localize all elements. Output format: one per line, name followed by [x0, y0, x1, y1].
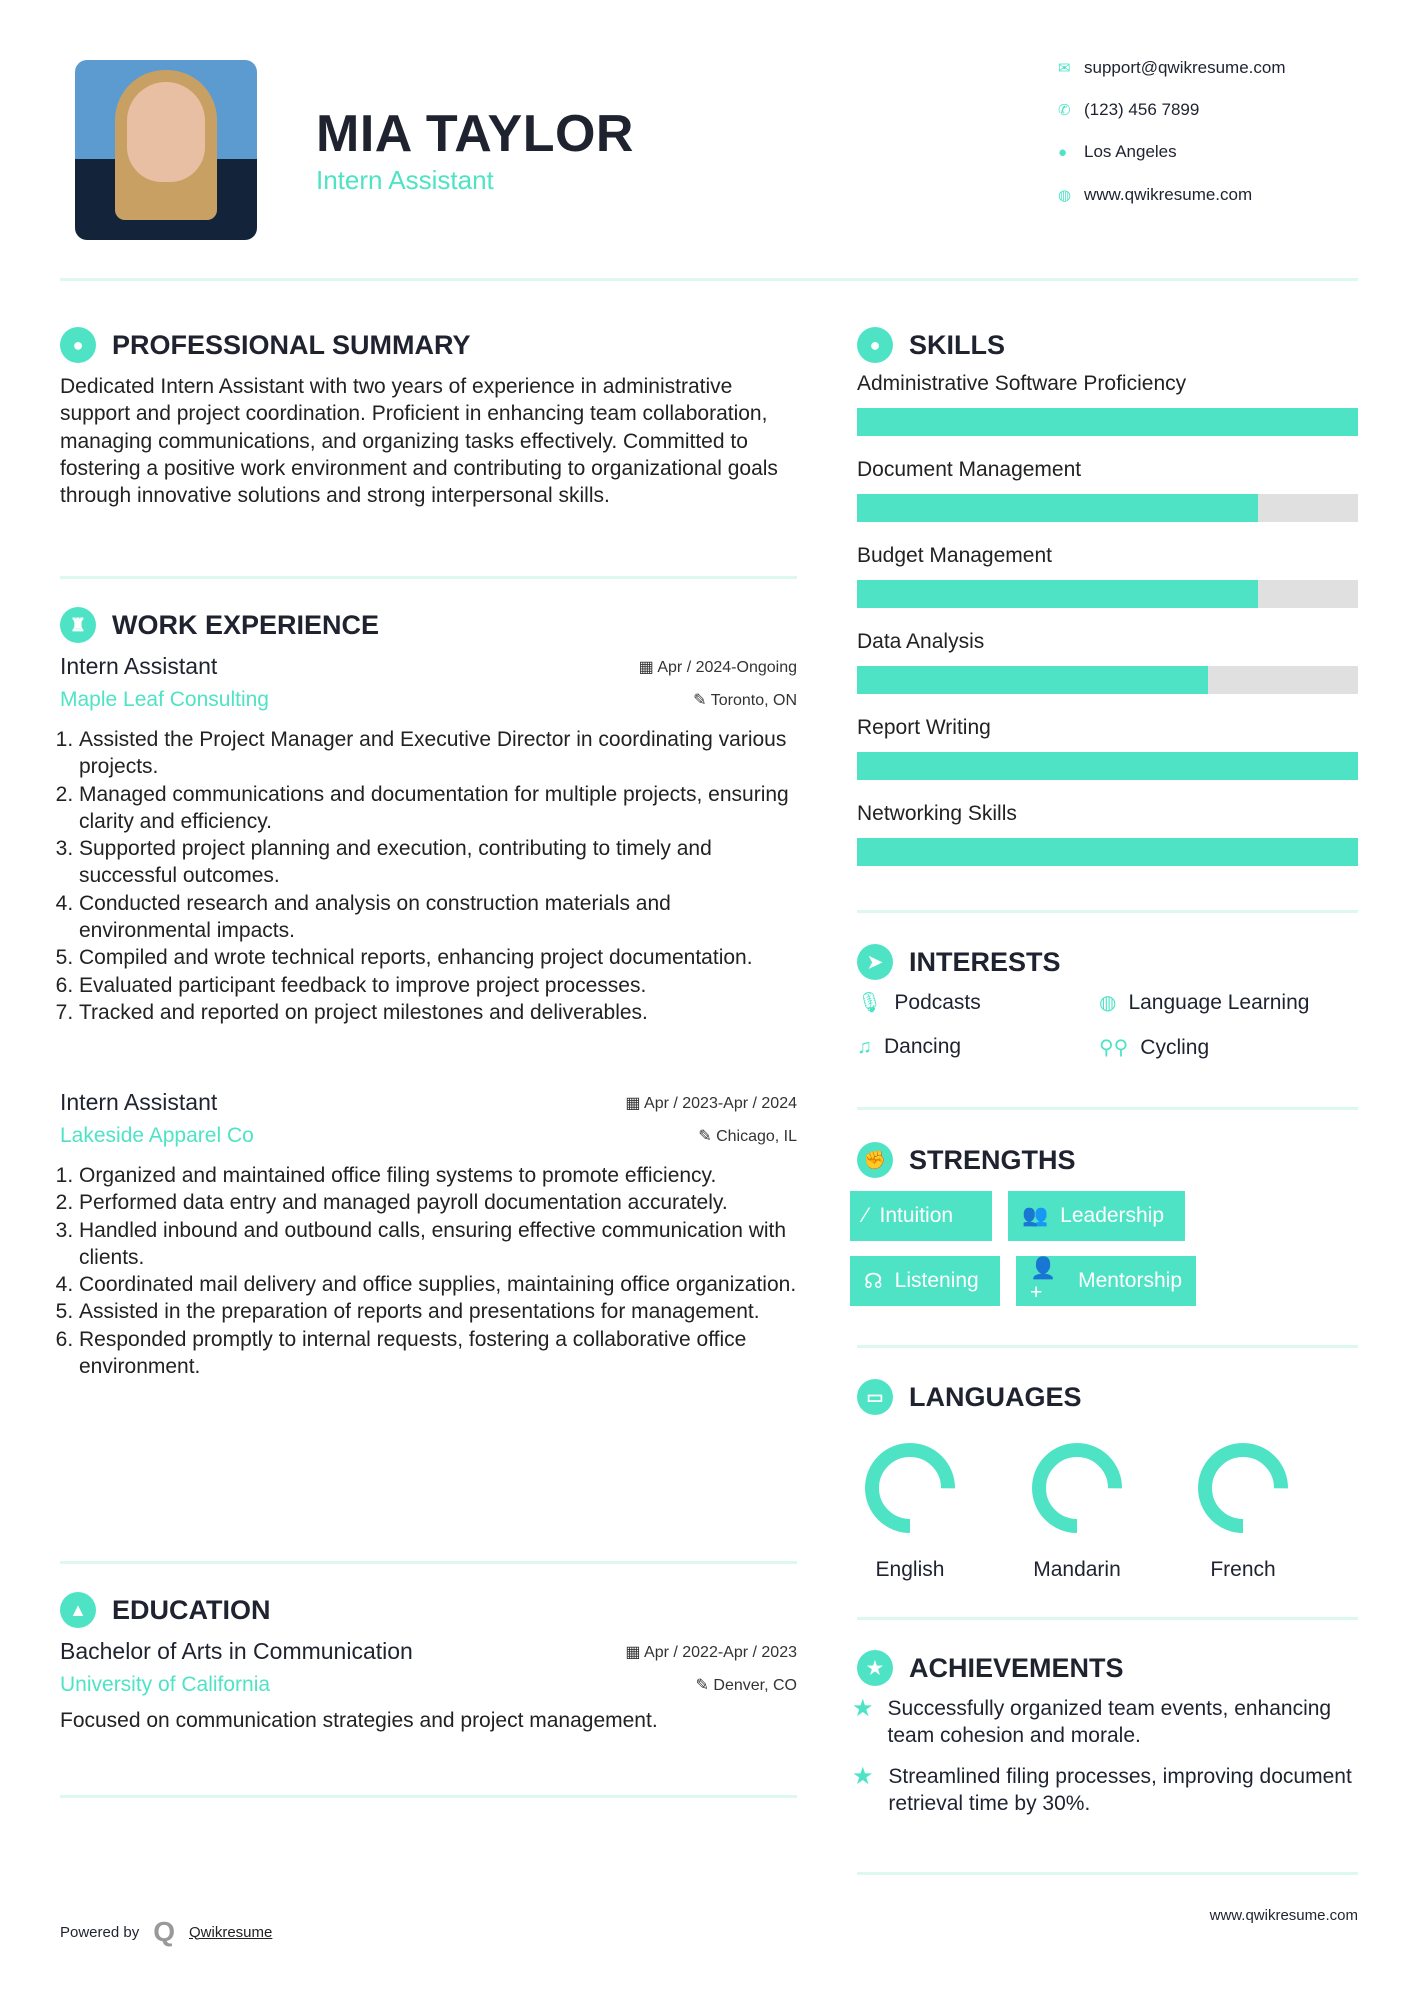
duty-item: 4. Coordinated mail delivery and office supplies, maintaining office organization. [79, 1271, 797, 1298]
chip-label: Listening [894, 1269, 979, 1292]
interests-heading [857, 944, 1061, 980]
duty-item: 1. Organized and maintained office filing systems to promote efficiency. [79, 1162, 797, 1189]
duty-item: 1. Assisted the Project Manager and Executive Director in coordinating various projects. [79, 726, 797, 781]
divider [857, 1617, 1358, 1620]
duty-item: 3. Supported project planning and execution, contributing to timely and successful outcomes. [79, 835, 797, 890]
contact-text: support@qwikresume.com [1084, 58, 1286, 77]
date-text: Apr / 2022-Apr / 2023 [644, 1643, 797, 1661]
pin-icon: ✎ [695, 1677, 714, 1694]
job-entry [60, 1089, 797, 1380]
phone-icon: ✆ [1058, 102, 1071, 119]
contact-location [1058, 142, 1177, 162]
pin-icon: ✎ [698, 1128, 717, 1145]
duty-item: 4. Conducted research and analysis on construction materials and environmental impacts. [79, 890, 797, 945]
education-entry [60, 1638, 797, 1734]
skill-bar [857, 838, 1358, 866]
interest-label: Podcasts [894, 990, 981, 1014]
powered-by-text: Powered by [60, 1923, 140, 1941]
interest-item [1099, 990, 1309, 1015]
envelope-icon: ✉ [1058, 60, 1071, 77]
skill-name: Budget Management [857, 544, 1052, 567]
profile-photo [75, 60, 257, 240]
footer-branding [60, 1916, 272, 1948]
skill-item [857, 802, 1358, 888]
skill-bar [857, 408, 1358, 436]
summary-text: Dedicated Intern Assistant with two years of experience in administrative support and project coordination. Proficient in enhancing team collaboration, managing communications, and organizing tasks effectively. Committed to fostering a positive work environment and contributing to organizational goals through innovative solutions and strong interpersonal skills. [60, 375, 778, 508]
music-icon: ♫ [857, 1035, 872, 1058]
achievement-item [852, 1695, 1358, 1749]
duty-item: 5. Compiled and wrote technical reports, enhancing project documentation. [79, 944, 797, 971]
skill-name: Report Writing [857, 716, 991, 739]
location-text: Toronto, ON [710, 692, 797, 709]
achievement-text: Streamlined filing processes, improving document retrieval time by 30%. [888, 1765, 1352, 1815]
chip-label: Mentorship [1078, 1269, 1182, 1292]
job-title: Intern Assistant [60, 1089, 218, 1115]
skill-bar [857, 752, 1358, 780]
work-heading [60, 607, 379, 643]
company-name: Lakeside Apparel Co [60, 1124, 254, 1147]
contact-text: www.qwikresume.com [1084, 185, 1253, 204]
strength-chip [850, 1191, 992, 1241]
duty-item: 2. Performed data entry and managed payroll documentation accurately. [79, 1189, 797, 1216]
fist-icon: ✊ [857, 1142, 893, 1178]
map-pin-icon: ● [1058, 143, 1068, 161]
duty-item: 2. Managed communications and documentation for multiple projects, ensuring clarity and efficiency. [79, 781, 797, 836]
job-duties [60, 1162, 797, 1380]
achievement-text: Successfully organized team events, enhancing team cohesion and morale. [887, 1697, 1332, 1747]
divider [60, 278, 1358, 281]
degree: Bachelor of Arts in Communication [60, 1638, 413, 1664]
candidate-name: MIA TAYLOR [316, 105, 634, 163]
skill-bar [857, 580, 1358, 608]
edu-date [625, 1642, 797, 1662]
interest-label: Language Learning [1128, 990, 1310, 1014]
translate-icon: ▭ [857, 1379, 893, 1415]
chip-label: Leadership [1060, 1204, 1165, 1227]
location-text: Chicago, IL [716, 1128, 797, 1145]
skills-list [857, 372, 1358, 888]
skill-bar-fill [857, 494, 1258, 522]
shooting-star-icon: ★ [852, 1695, 874, 1722]
skill-name: Networking Skills [857, 802, 1017, 825]
language-item [1178, 1440, 1308, 1582]
brand-link[interactable]: Qwikresume [189, 1923, 273, 1941]
duty-item: 7. Tracked and reported on project milestones and deliverables. [79, 999, 797, 1026]
skills-heading [857, 327, 1005, 363]
language-item [845, 1440, 975, 1582]
chair-icon: ♜ [60, 607, 96, 643]
shooting-star-icon: ★ [852, 1763, 874, 1790]
strength-chip [1016, 1256, 1196, 1306]
divider [857, 1345, 1358, 1348]
divider [857, 1107, 1358, 1110]
skill-name: Document Management [857, 458, 1082, 481]
heading-text: WORK EXPERIENCE [112, 609, 380, 640]
duty-item: 6. Responded promptly to internal requests, fostering a collaborative office environment. [79, 1326, 797, 1381]
divider [60, 576, 797, 579]
pin-icon: ✎ [693, 692, 711, 709]
job-date [625, 1093, 797, 1113]
calendar-icon: ▦ [638, 658, 658, 676]
chip-label: Intuition [879, 1204, 954, 1227]
skill-bar-fill [857, 838, 1358, 866]
date-text: Apr / 2023-Apr / 2024 [644, 1094, 797, 1112]
skill-bar-fill [857, 580, 1258, 608]
interest-label: Dancing [884, 1035, 962, 1058]
user-icon: ● [60, 327, 96, 363]
interest-label: Cycling [1140, 1035, 1210, 1059]
language-name: English [875, 1558, 945, 1581]
heading-text: LANGUAGES [909, 1381, 1082, 1412]
school-name: University of California [60, 1673, 271, 1696]
date-text: Apr / 2024-Ongoing [657, 658, 797, 676]
divider [60, 1795, 797, 1798]
job-date [639, 657, 797, 677]
heading-text: PROFESSIONAL SUMMARY [112, 329, 471, 360]
company-name: Maple Leaf Consulting [60, 688, 269, 711]
achievement-item [852, 1763, 1358, 1817]
skill-bar [857, 494, 1358, 522]
achievements-heading [857, 1650, 1124, 1686]
job-duties [60, 726, 797, 1026]
strength-chip [1008, 1191, 1185, 1241]
location-text: Denver, CO [713, 1677, 797, 1694]
contact-text: (123) 456 7899 [1084, 100, 1200, 119]
skill-item [857, 716, 1358, 802]
skill-item [857, 630, 1358, 716]
language-item [1012, 1440, 1142, 1582]
magic-wand-icon: ⁄ [864, 1204, 868, 1227]
skill-name: Data Analysis [857, 630, 985, 653]
lightbulb-icon: ● [857, 327, 893, 363]
bicycle-icon: ⚲⚲ [1099, 1037, 1129, 1059]
heading-text: SKILLS [909, 329, 1006, 360]
contact-website[interactable] [1058, 185, 1252, 205]
job-entry [60, 653, 797, 1026]
globe-icon: ◍ [1099, 992, 1117, 1014]
headphones-icon: ☊ [864, 1269, 883, 1293]
job-location [698, 1126, 797, 1146]
contact-email[interactable] [1058, 58, 1286, 78]
language-name: Mandarin [1033, 1558, 1121, 1581]
star-badge-icon: ★ [857, 1650, 893, 1686]
divider [857, 910, 1358, 913]
education-text: Focused on communication strategies and project management. [60, 1709, 658, 1732]
qwikresume-logo-icon: Q [153, 1916, 175, 1947]
paper-plane-icon: ➤ [857, 944, 893, 980]
edu-location [696, 1675, 797, 1695]
globe-icon: ◍ [1058, 187, 1072, 204]
user-plus-icon: 👤+ [1030, 1257, 1057, 1304]
duty-item: 3. Handled inbound and outbound calls, ensuring effective communication with clients. [79, 1217, 797, 1272]
skill-item [857, 458, 1358, 544]
strength-chip [850, 1256, 1000, 1306]
job-title: Intern Assistant [60, 653, 218, 679]
skill-bar-fill [857, 752, 1358, 780]
divider [60, 1561, 797, 1564]
graduation-icon: ▲ [60, 1592, 96, 1628]
language-progress-ring [862, 1440, 958, 1536]
skill-item [857, 372, 1358, 458]
calendar-icon: ▦ [625, 1094, 645, 1112]
heading-text: EDUCATION [112, 1594, 271, 1625]
education-heading [60, 1592, 271, 1628]
language-name: French [1210, 1558, 1276, 1581]
microphone-icon: 🎙 [857, 992, 883, 1014]
contact-text: Los Angeles [1084, 142, 1177, 161]
summary-heading [60, 327, 471, 363]
heading-text: INTERESTS [909, 946, 1061, 977]
candidate-title: Intern Assistant [316, 165, 494, 195]
interest-item [1099, 1035, 1209, 1060]
skill-item [857, 544, 1358, 630]
skill-name: Administrative Software Proficiency [857, 372, 1187, 395]
skill-bar [857, 666, 1358, 694]
languages-heading [857, 1379, 1082, 1415]
strengths-heading [857, 1142, 1076, 1178]
interest-item [857, 990, 981, 1015]
heading-text: STRENGTHS [909, 1144, 1076, 1175]
language-progress-ring [1029, 1440, 1125, 1536]
duty-item: 6. Evaluated participant feedback to improve project processes. [79, 972, 797, 999]
job-location [693, 690, 797, 710]
duty-item: 5. Assisted in the preparation of reports and presentations for management. [79, 1298, 797, 1325]
users-icon: 👥 [1022, 1204, 1049, 1227]
contact-phone [1058, 100, 1199, 120]
divider [857, 1872, 1358, 1875]
calendar-icon: ▦ [625, 1643, 645, 1661]
skill-bar-fill [857, 666, 1208, 694]
interest-item [857, 1035, 961, 1059]
skill-bar-fill [857, 408, 1358, 436]
footer-url[interactable]: www.qwikresume.com [1209, 1907, 1358, 1924]
language-progress-ring [1195, 1440, 1291, 1536]
heading-text: ACHIEVEMENTS [909, 1652, 1124, 1683]
